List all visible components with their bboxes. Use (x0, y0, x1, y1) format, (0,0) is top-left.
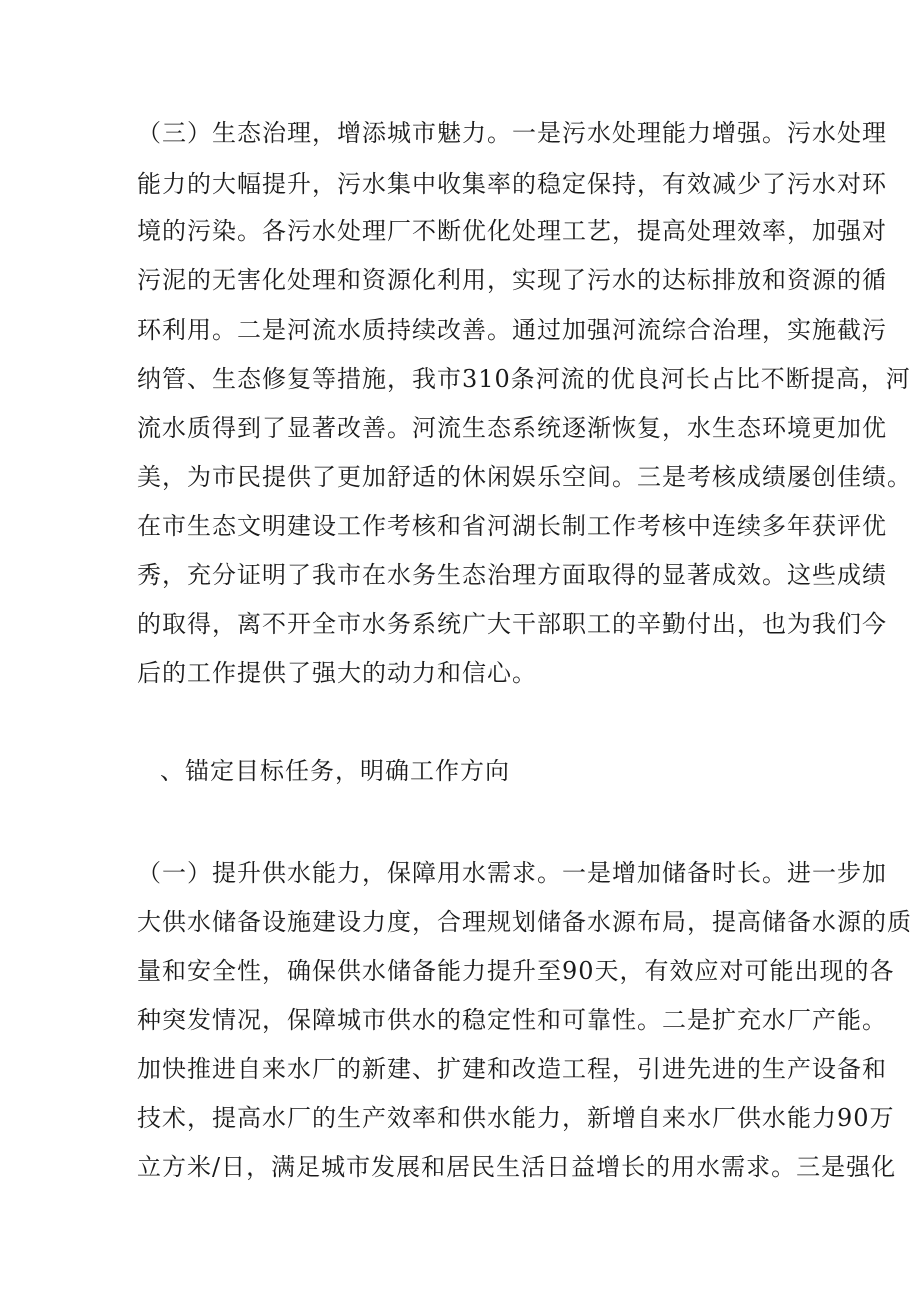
paragraph-line: 秀，充分证明了我市在水务生态治理方面取得的显著成效。这些成绩 (137, 561, 887, 589)
paragraph-line: 大供水储备设施建设力度，合理规划储备水源布局，提高储备水源的质 (137, 908, 912, 936)
paragraph-line: 立方米/日，满足城市发展和居民生活日益增长的用水需求。三是强化 (137, 1153, 897, 1181)
paragraph-line: 的取得，离不开全市水务系统广大干部职工的辛勤付出，也为我们今 (137, 610, 887, 638)
paragraph-line: 在市生态文明建设工作考核和省河湖长制工作考核中连续多年获评优 (137, 512, 887, 540)
paragraph-line: （一）提升供水能力，保障用水需求。一是增加储备时长。进一步加 (137, 859, 887, 887)
paragraph-line: 量和安全性，确保供水储备能力提升至90天，有效应对可能出现的各 (137, 957, 895, 985)
paragraph-line: 加快推进自来水厂的新建、扩建和改造工程，引进先进的生产设备和 (137, 1055, 887, 1083)
paragraph-line: 能力的大幅提升，污水集中收集率的稳定保持，有效减少了污水对环 (137, 170, 887, 198)
paragraph-line: 污泥的无害化处理和资源化利用，实现了污水的达标排放和资源的循 (137, 266, 887, 294)
paragraph-line: 境的污染。各污水处理厂不断优化处理工艺，提高处理效率，加强对 (137, 217, 887, 245)
paragraph-line: 技术，提高水厂的生产效率和供水能力，新增自来水厂供水能力90万 (137, 1104, 895, 1132)
paragraph-line: 环利用。二是河流水质持续改善。通过加强河流综合治理，实施截污 (137, 316, 887, 344)
paragraph-line: 美，为市民提供了更加舒适的休闲娱乐空间。三是考核成绩屡创佳绩。 (137, 463, 912, 491)
paragraph-line: 纳管、生态修复等措施，我市310条河流的优良河长占比不断提高，河 (137, 365, 911, 393)
paragraph-line: 流水质得到了显著改善。河流生态系统逐渐恢复，水生态环境更加优 (137, 414, 887, 442)
paragraph-line: （三）生态治理，增添城市魅力。一是污水处理能力增强。污水处理 (137, 119, 887, 147)
paragraph-line: 后的工作提供了强大的动力和信心。 (137, 659, 537, 687)
paragraph-line: 种突发情况，保障城市供水的稳定性和可靠性。二是扩充水厂产能。 (137, 1006, 887, 1034)
section-heading: 、锚定目标任务，明确工作方向 (160, 757, 510, 785)
